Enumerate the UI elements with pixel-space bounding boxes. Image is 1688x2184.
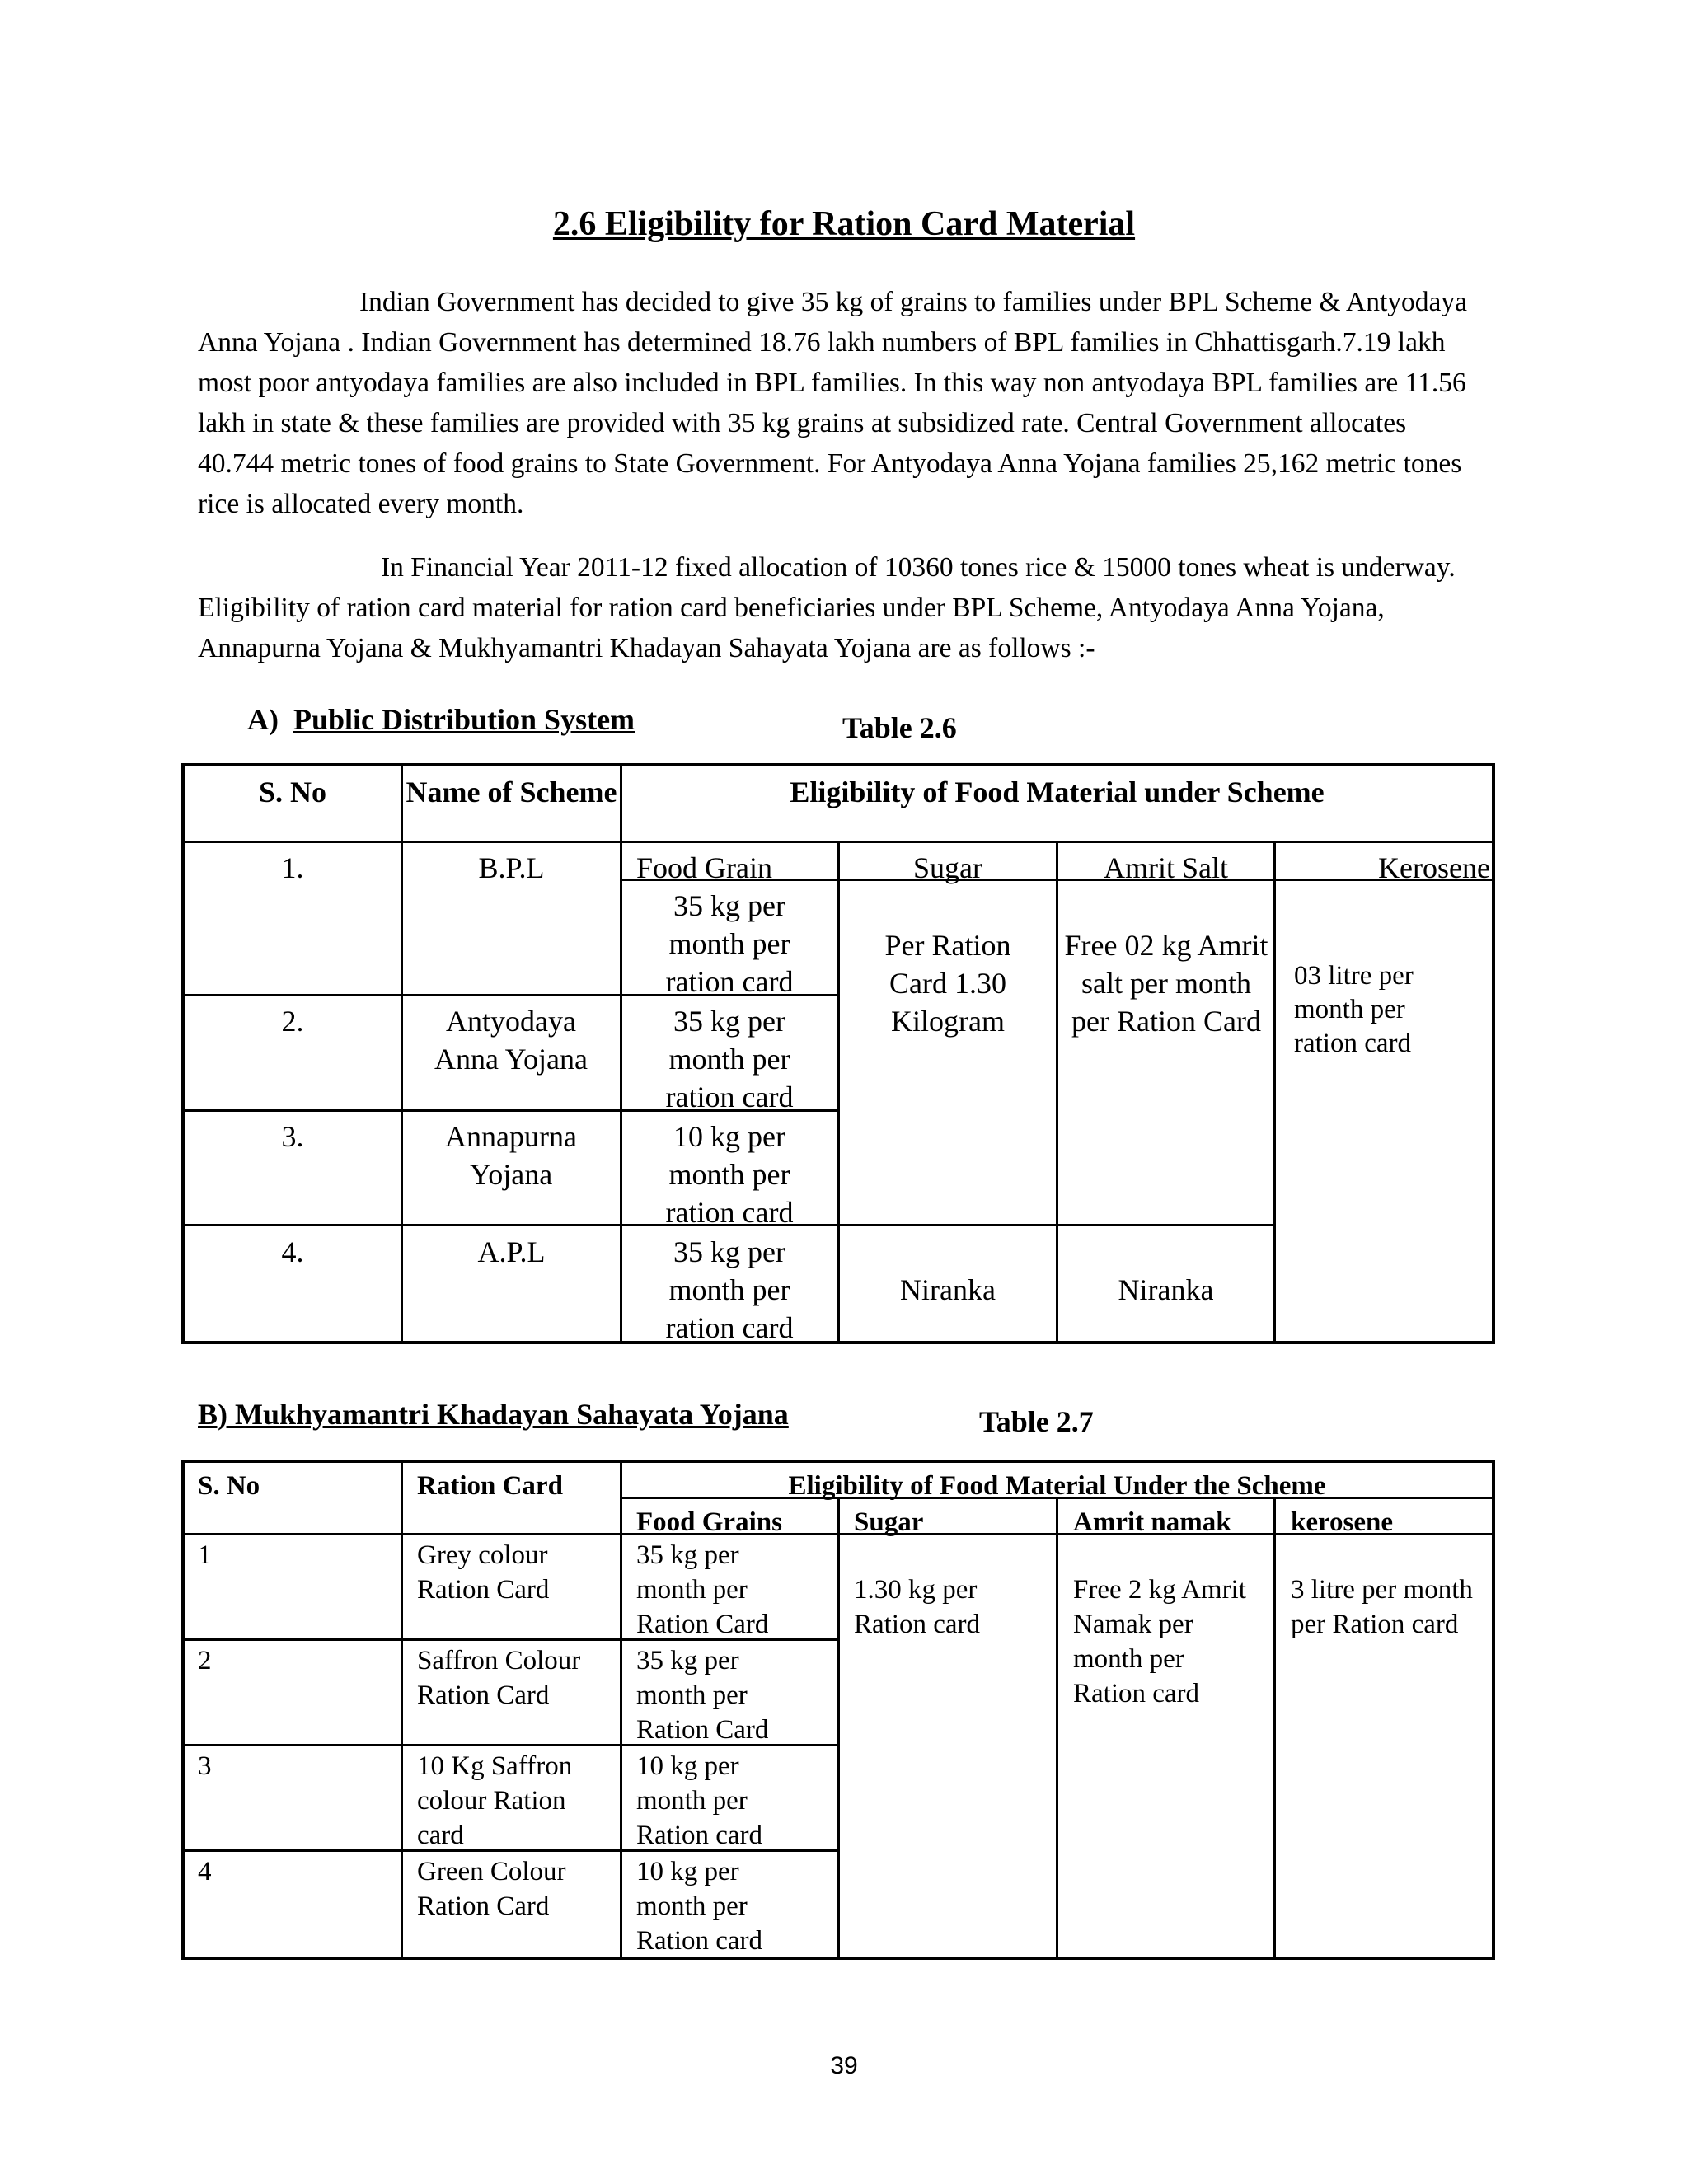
t27-header-food-grains: Food Grains xyxy=(636,1507,782,1537)
t26-sugar-main: Per Ration Card 1.30 Kilogram xyxy=(884,929,1011,1038)
t26-row1-name: B.P.L xyxy=(478,851,545,884)
t26-header-sno: S. No xyxy=(258,776,327,808)
t26-kerosene-main: 03 litre per month per ration card xyxy=(1294,961,1414,1058)
t27-row3-grain: 10 kg per month per Ration card xyxy=(636,1751,763,1850)
t26-header-sugar: Sugar xyxy=(913,851,982,884)
t26-row1-grain: 35 kg per month per ration card xyxy=(665,889,794,998)
t26-header-food-grain: Food Grain xyxy=(636,851,772,884)
t27-header-sno: S. No xyxy=(198,1471,260,1501)
allocation-paragraph: In Financial Year 2011-12 fixed allocation of 10360 tones rice & 15000 tones wheat is underway. Eligibility of ration card material for ration card beneficiaries under BPL Scheme, Antyodaya Anna Yojana, Annapurna Yojana & Mukhyamantri Khadayan Sahayata Yojana are as follows :- xyxy=(198,552,1456,663)
t26-header-eligibility: Eligibility of Food Material under Scheme xyxy=(790,776,1325,808)
t27-row4-grain: 10 kg per month per Ration card xyxy=(636,1857,763,1956)
t27-header-eligibility: Eligibility of Food Material Under the Scheme xyxy=(788,1471,1326,1501)
t26-row4-name: A.P.L xyxy=(477,1235,546,1268)
t27-header-card: Ration Card xyxy=(417,1471,563,1501)
t26-row1-sno: 1. xyxy=(281,851,304,884)
t27-row1-sno: 1 xyxy=(198,1540,212,1570)
t27-namak-main: Free 2 kg Amrit Namak per month per Ration card xyxy=(1073,1575,1246,1708)
t26-salt-main: Free 02 kg Amrit salt per month per Ration Card xyxy=(1064,929,1268,1038)
t27-row2-card: Saffron Colour Ration Card xyxy=(417,1646,581,1710)
t27-row2-grain: 35 kg per month per Ration Card xyxy=(636,1646,769,1745)
t27-row3-card: 10 Kg Saffron colour Ration card xyxy=(417,1751,573,1850)
t27-header-sugar: Sugar xyxy=(854,1507,924,1537)
t27-row2-sno: 2 xyxy=(198,1646,212,1675)
t27-row1-card: Grey colour Ration Card xyxy=(417,1540,550,1605)
t26-salt-apl: Niranka xyxy=(1118,1273,1214,1306)
section-a-heading: A) Public Distribution System xyxy=(247,703,635,736)
t26-row3-name: Annapurna Yojana xyxy=(445,1120,577,1191)
section-b-heading: B) Mukhyamantri Khadayan Sahayata Yojana xyxy=(198,1398,789,1431)
page-number: 39 xyxy=(830,2052,858,2079)
t27-row4-card: Green Colour Ration Card xyxy=(417,1857,566,1921)
t27-header-namak: Amrit namak xyxy=(1073,1507,1231,1537)
t26-header-name: Name of Scheme xyxy=(406,776,617,808)
section-heading: 2.6 Eligibility for Ration Card Material xyxy=(552,205,1136,243)
t26-row2-grain: 35 kg per month per ration card xyxy=(665,1005,794,1113)
t27-row4-sno: 4 xyxy=(198,1857,212,1886)
t26-header-salt: Amrit Salt xyxy=(1104,851,1228,884)
t27-kerosene-main: 3 litre per month per Ration card xyxy=(1291,1575,1473,1639)
t26-row3-sno: 3. xyxy=(281,1120,304,1153)
t27-row1-grain: 35 kg per month per Ration Card xyxy=(636,1540,769,1639)
t26-sugar-apl: Niranka xyxy=(900,1273,996,1306)
t26-row3-grain: 10 kg per month per ration card xyxy=(665,1120,794,1229)
t26-row4-grain: 35 kg per month per ration card xyxy=(665,1235,794,1344)
table-2-7-caption: Table 2.7 xyxy=(979,1405,1094,1438)
t26-row4-sno: 4. xyxy=(281,1235,304,1268)
t26-header-kerosene: Kerosene xyxy=(1378,851,1490,884)
t27-row3-sno: 3 xyxy=(198,1751,212,1781)
t26-row2-sno: 2. xyxy=(281,1005,304,1038)
t27-sugar-main: 1.30 kg per Ration card xyxy=(854,1575,981,1639)
t26-row2-name: Antyodaya Anna Yojana xyxy=(434,1005,588,1076)
intro-paragraph: Indian Government has decided to give 35 kg of grains to families under BPL Scheme & Antyodaya Anna Yojana . Indian Government has determined 18.76 lakh numbers of BPL families in Chhattisgarh.7.19 lakh most poor antyodaya families are also included in BPL families. In this way non antyodaya BPL families are 11.56 lakh in state & these families are provided with 35 kg grains at subsidized rate. Central Government allocates 40.744 metric tones of food grains to State Government. For Antyodaya Anna Yojana families 25,162 metric tones rice is allocated every month. xyxy=(198,287,1468,519)
table-2-6-caption: Table 2.6 xyxy=(842,711,957,744)
t27-header-kerosene: kerosene xyxy=(1291,1507,1394,1537)
